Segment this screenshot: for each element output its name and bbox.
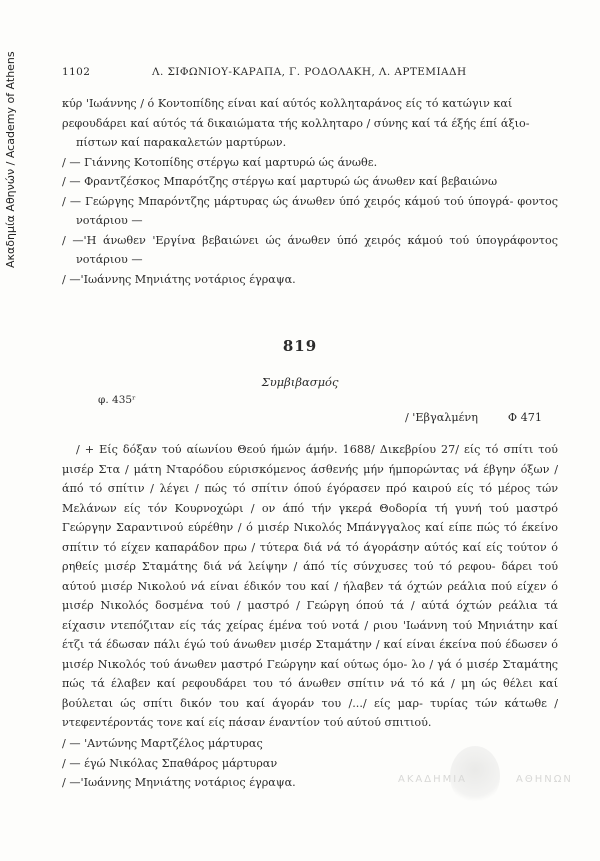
signature-line: / — 'Αντώνης Μαρτζέλος μάρτυρας — [62, 737, 263, 750]
side-watermark-text: Ακαδημία Αθηνών / Academy of Athens — [4, 51, 17, 269]
top-paragraph-line: κύρ 'Ιωάννης / ό Κοντοπίδης είναι καί αύτός κολληταράνος είς τό κατώγιν καί — [62, 97, 513, 110]
top-paragraph-line: πίστων καί παρακαλετών μαρτύρων. — [76, 136, 287, 149]
academy-logo-watermark — [398, 738, 578, 818]
source-label: / 'Εβγαλμένη — [404, 411, 478, 424]
running-header — [62, 66, 560, 82]
document-subtitle: Συμβιβασμός — [261, 375, 339, 389]
logo-word-right: ΑΘΗΝΩΝ — [516, 774, 573, 785]
main-paragraph-text: / + Είς δόξαν τού αίωνίου Θεού ήμών άμήν. 1688/ Δικεβρίου 27/ είς τό σπίτι τού μισέρ Στα / μάτη Νταρόδου εύρισκόμενος άσθενής μήν ήμπορώντας νά έβγην όξων / άπό τό σπίτιν / λέγει / πώς τό σπίτιν όπού έγόρασεν πρό καιρού είς τό μέρος τών Μελάνων είς τόν Κουρνοχώρι / ον άπό τήν γκερά Θοδορία τή γυνή τού μαστρό Γεώργην Σαραντινού εύρέθην / ό μισέρ Νικολός Μπάνγγαλος καί είπε πώς τό έκείνο σπίτιν τό είχεν καπαράδον πρω / τύτερα διά νά τό άγοράσην αύτός καί είς τούτον ό ρηθείς μισέρ Σταμάτης διά νά λείψην / άπό τίς σύνχυσες τού τό ρεφου- δάρει τού αύτού μισέρ Νικολού νά είναι έδικόν του καί / ήλαβεν τά όχτών ρεάλια πού είχεν ό μισέρ Νικολός δοσμένα τού / μαστρό / Γεώργη όπού τά / αύτά όχτών ρεάλια τά είχασιν ντεπόζιταν είς τάς χείρας έμένα τού νοτά / ριου 'Ιωάννη τού Μηνιάτην καί έτζι τά έδωσαν πάλι έγώ τού άνωθεν μισέρ Σταμάτην / καί είναι έκείνα πού έδωσεν ό μισέρ Νικολός τού άνωθεν μαστρό Γεώργην καί ούτως όμο- λο / γά ό μισέρ Σταμάτης πώς τά έλαβεν καί ρεφουδάρει του τό άνωθεν σπίτιν νά τό κά / μη ώς θέλει καί βούλεται ώς σπίτι δικόν του καί άγοράν του /.../ είς μαρ- τυρίας τών κάτωθε / ντεφεντέροντάς τονε καί είς πάσαν έναντίον τού αύτού σπιτιού. — [62, 443, 558, 729]
signature-line: / — Γιάννης Κοτοπίδης στέργω καί μαρτυρώ ώς άνωθε. — [62, 155, 378, 169]
page-number: 1102 — [62, 66, 91, 78]
main-paragraph — [62, 440, 558, 733]
document-number: 819 — [282, 337, 318, 355]
signature-line: / — έγώ Νικόλας Σπαθάρος μάρτυραν — [62, 756, 278, 770]
top-text-block — [62, 94, 558, 289]
top-paragraph-line: ρεφουδάρει καί αύτός τά δικαιώματα τής κολληταρο / σύνης καί τά έξής έπί άξιο- — [62, 116, 530, 130]
logo-word-left: ΑΚΑΔΗΜΙΑ — [398, 774, 468, 785]
source-reference — [405, 411, 542, 424]
signature-line: / — Φραντζέσκος Μπαρότζης στέργω καί μαρτυρώ ώς άνωθεν καί βεβαιώνω — [62, 175, 498, 188]
running-title: Λ. ΣΙΦΩΝΙΟΥ-ΚΑΡΑΠΑ, Γ. ΡΟΔΟΛΑΚΗ, Λ. ΑΡΤΕΜΙΑΔΗ — [152, 66, 467, 78]
source-ref: Φ 471 — [507, 411, 542, 424]
signature-line: / —'Η άνωθεν 'Εργίνα βεβαιώνει ώς άνωθεν ύπό χειρός κάμού τού ύπογράφοντος νοτάριου — — [62, 233, 558, 266]
folio-reference: φ. 435ʳ — [98, 394, 136, 406]
signature-line: / —'Ιωάννης Μηνιάτης νοτάριος έγραψα. — [62, 776, 296, 789]
signature-line: / — Γεώργης Μπαρόντζης μάρτυρας ώς άνωθεν ύπό χειρός κάμού τού ύπογρά- φοντος νοτάριου — — [62, 194, 558, 227]
signature-line: / —'Ιωάννης Μηνιάτης νοτάριος έγραψα. — [62, 272, 296, 286]
